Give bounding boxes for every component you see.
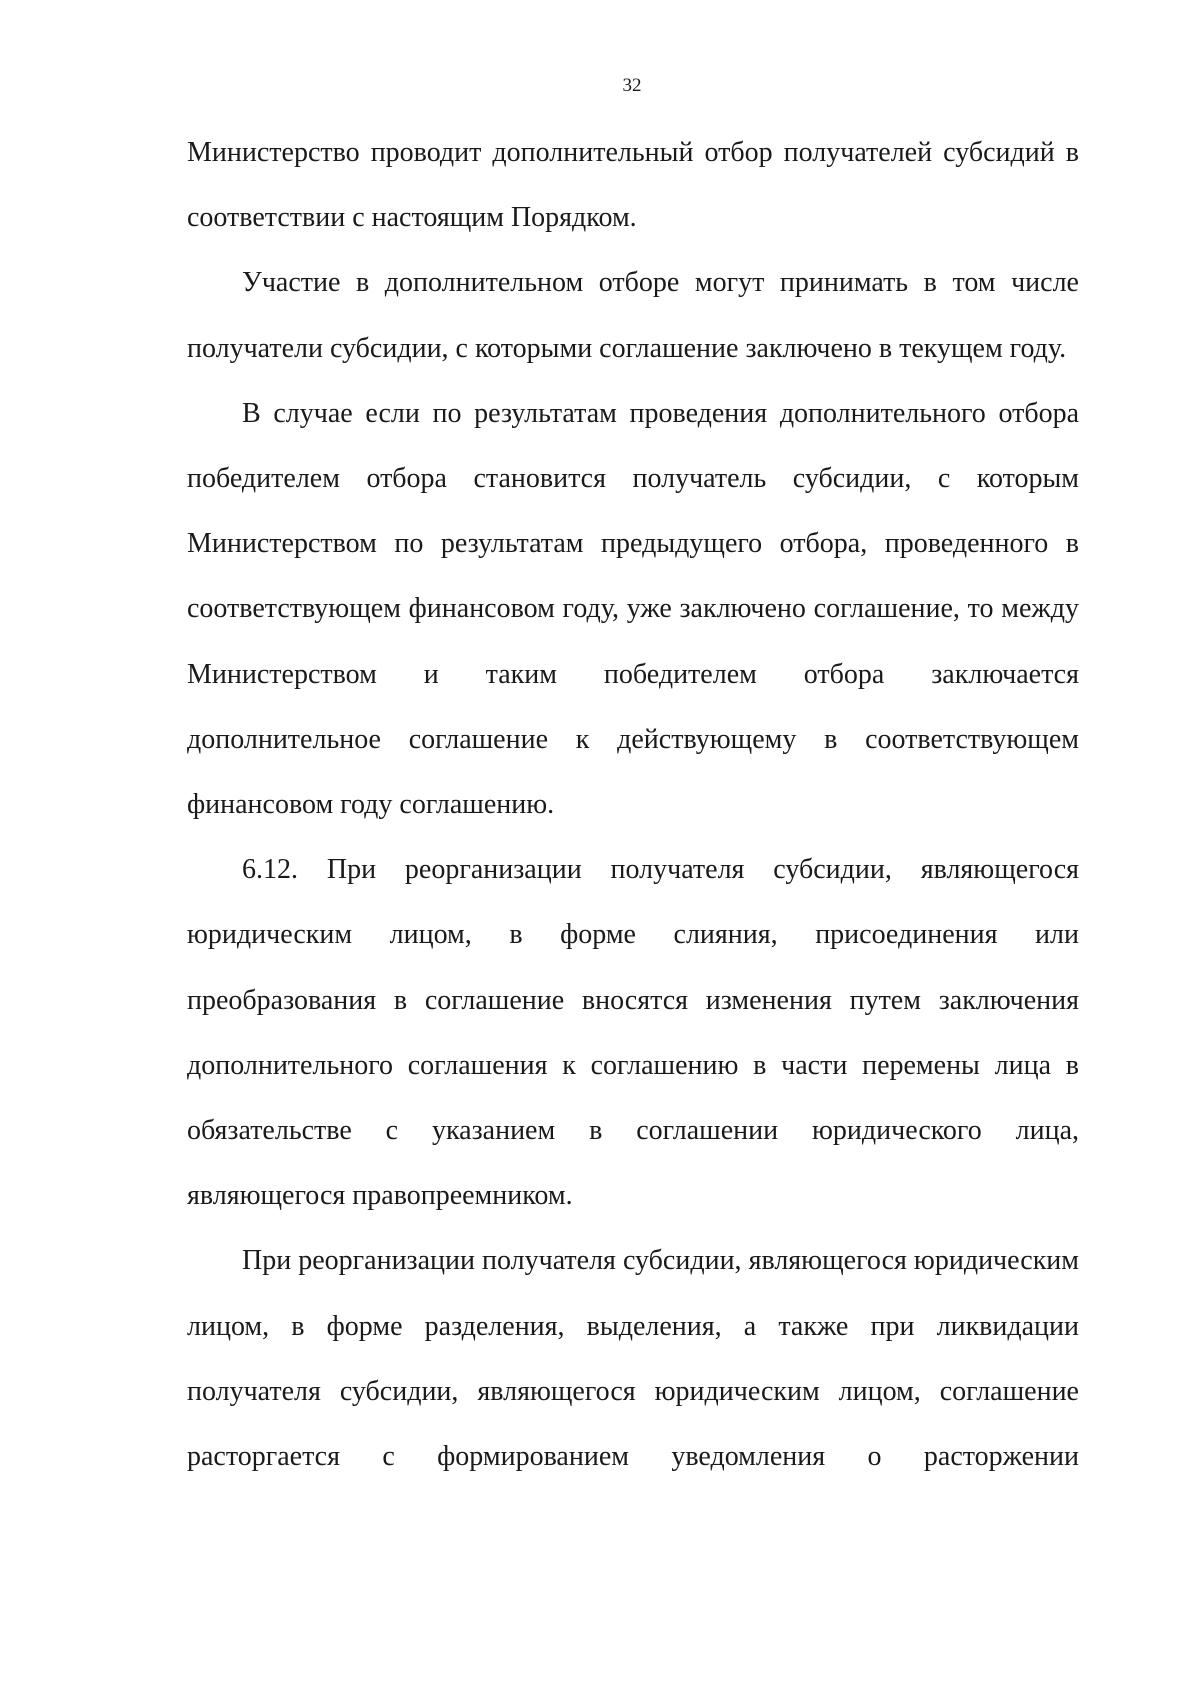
page-number: 32 [622, 75, 642, 96]
document-body [187, 120, 1079, 1489]
paragraph-additional-selection: Участие в дополнительном отборе могут принимать в том числе получатели субсидии, с которыми соглашение заключено в текущем году. [187, 267, 1079, 364]
paragraph-continuation: Министерство проводит дополнительный отбор получателей субсидий в соответствии с настоящим Порядком. [187, 137, 1079, 234]
paragraph-selection-results: В случае если по результатам проведения дополнительного отбора победителем отбора становится получатель субсидии, с которым Министерством по результатам предыдущего отбора, проведенного в соответствующем финансовом году, уже заключено соглашение, то между Министерством и таким победителем отбора заключается дополнительное соглашение к действующему в соответствующем финансовом году соглашению. [187, 397, 1079, 821]
paragraph-6-12-reorganization: 6.12. При реорганизации получателя субсидии, являющегося юридическим лицом, в форме слияния, присоединения или преобразования в соглашение вносятся изменения путем заключения дополнительного соглашения к соглашению в части перемены лица в обязательстве с указанием в соглашении юридического лица, являющегося правопреемником. [187, 854, 1079, 1212]
paragraph-reorganization-termination: При реорганизации получателя субсидии, являющегося юридическим лицом, в форме разделения, выделения, а также при ликвидации получателя субсидии, являющегося юридическим лицом, соглашение расторгается с формированием уведомления о расторжении [187, 1245, 1079, 1473]
